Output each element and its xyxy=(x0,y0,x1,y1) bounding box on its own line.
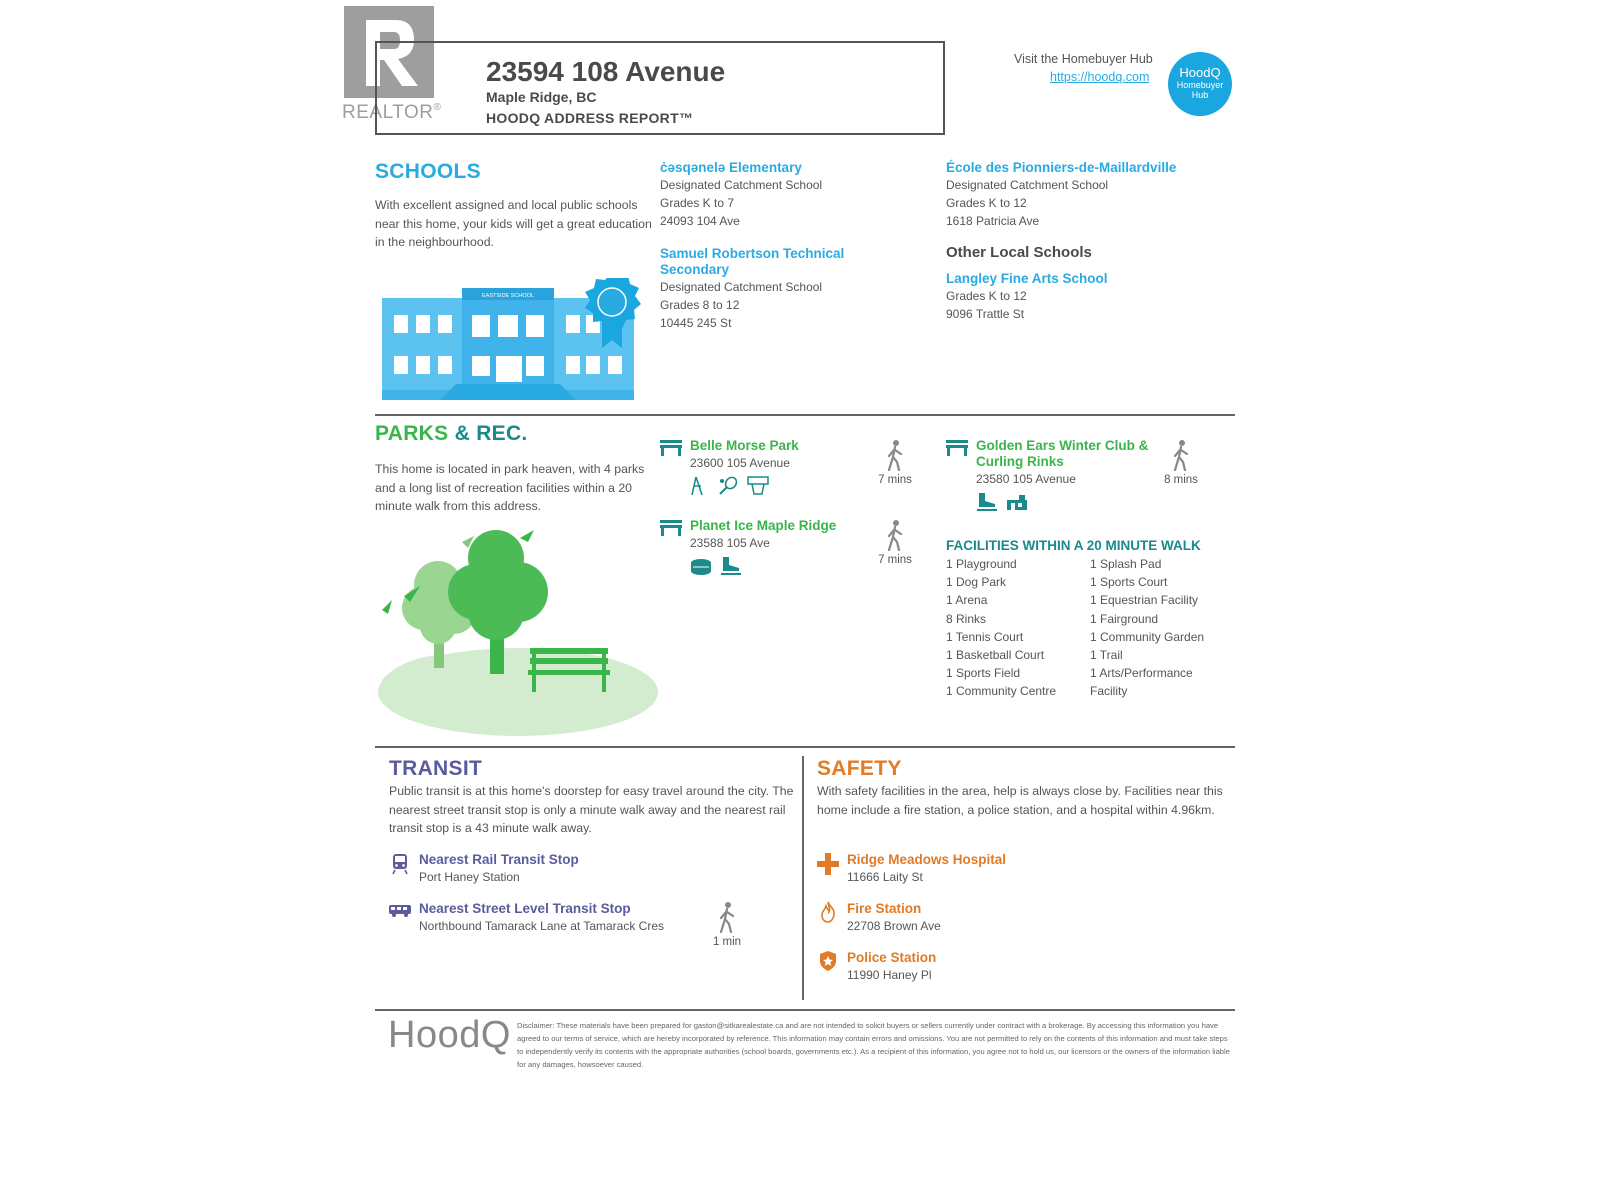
park-name[interactable]: Belle Morse Park xyxy=(690,438,799,453)
facilities-title: FACILITIES WITHIN A 20 MINUTE WALK xyxy=(946,538,1201,553)
parks-description: This home is located in park heaven, with 4 parks and a long list of recreation facilities within a 20 minute walk from this address. xyxy=(375,462,645,513)
safety-title: SAFETY xyxy=(817,757,902,780)
address-city: Maple Ridge, BC xyxy=(486,89,597,105)
facility-item: 1 Arena xyxy=(946,593,988,608)
walk-icon xyxy=(886,440,904,472)
school-address: 10445 245 St xyxy=(660,316,732,330)
facility-item: 1 Splash Pad xyxy=(1090,557,1162,571)
realtor-mark: ® xyxy=(433,102,442,113)
realtor-logo-text: REALTOR xyxy=(342,102,434,123)
school-type: Designated Catchment School xyxy=(660,280,823,294)
train-icon xyxy=(392,853,408,880)
walk-time-text: 7 mins xyxy=(878,554,912,566)
facility-item: 1 Playground xyxy=(946,557,1017,571)
school-address: 24093 104 Ave xyxy=(660,214,740,228)
school-grades: Grades 8 to 12 xyxy=(660,298,740,312)
facility-item: 1 Arts/Performance xyxy=(1090,666,1193,681)
parks-title-b: & REC. xyxy=(454,422,528,445)
safety-address: 22708 Brown Ave xyxy=(847,919,941,933)
other-schools-title: Other Local Schools xyxy=(946,244,1092,261)
park-address: 23580 105 Avenue xyxy=(976,472,1076,486)
hub-badge-line2: Homebuyer xyxy=(1176,80,1224,90)
school-type: Designated Catchment School xyxy=(660,178,823,192)
divider xyxy=(375,1009,1235,1011)
facility-item: 1 Tennis Court xyxy=(946,629,1024,644)
bus-icon xyxy=(389,904,411,923)
rail-stop-label[interactable]: Nearest Rail Transit Stop xyxy=(419,852,579,867)
school-type: Designated Catchment School xyxy=(946,178,1109,192)
parks-title-a: PARKS xyxy=(375,422,449,445)
safety-name[interactable]: Fire Station xyxy=(847,901,922,916)
school-sign-text: EASTSIDE SCHOOL xyxy=(482,293,534,299)
facility-item: 1 Community Centre xyxy=(946,684,1057,699)
school-address: 1618 Patricia Ave xyxy=(946,214,1040,228)
facilities-col1 xyxy=(946,555,1086,701)
police-shield-icon xyxy=(819,950,837,977)
park-address: 23600 105 Avenue xyxy=(690,456,790,470)
hub-link[interactable]: https://hoodq.com xyxy=(1050,70,1150,84)
curling-rink-icon xyxy=(1006,492,1028,517)
facility-item: 1 Equestrian Facility xyxy=(1090,593,1199,608)
school-name[interactable]: ċəsqənelə Elementary xyxy=(660,160,802,175)
facility-item: 1 Fairground xyxy=(1090,611,1159,626)
hub-badge-line1: HoodQ xyxy=(1179,65,1221,80)
bench-icon xyxy=(660,440,682,461)
facilities-col2 xyxy=(1090,555,1240,701)
divider xyxy=(375,414,1235,416)
school-name[interactable]: École des Pionniers-de-Maillardville xyxy=(946,160,1177,175)
hub-text: Visit the Homebuyer Hub xyxy=(1014,52,1153,66)
walk-time-text: 1 min xyxy=(712,936,742,948)
school-item[interactable] xyxy=(660,160,930,230)
transit-description: Public transit is at this home's doorstep for easy travel around the city. The nearest street transit stop is only a minute walk away and the nearest rail transit stop is a 43 minute walk away. xyxy=(389,784,794,835)
safety-name[interactable]: Ridge Meadows Hospital xyxy=(847,852,1007,867)
school-address: 9096 Trattle St xyxy=(946,307,1025,321)
bench-icon xyxy=(660,520,682,541)
school-grades: Grades K to 12 xyxy=(946,289,1027,303)
hub-badge-line3: Hub xyxy=(1191,90,1209,100)
facility-item: 1 Basketball Court xyxy=(946,648,1045,663)
school-grades: Grades K to 12 xyxy=(946,196,1027,210)
transit-safety-divider xyxy=(802,756,804,1000)
park-name[interactable]: Planet Ice Maple Ridge xyxy=(690,518,837,533)
rail-stop-name: Port Haney Station xyxy=(419,870,520,884)
bench-icon xyxy=(946,440,968,461)
skate-icon xyxy=(976,492,998,517)
divider xyxy=(375,746,1235,748)
hoodq-footer-logo: HoodQ xyxy=(388,1014,511,1056)
hoodq-hub-badge[interactable] xyxy=(1168,52,1232,116)
facility-item: Facility xyxy=(1090,684,1128,699)
safety-description: With safety facilities in the area, help is always close by. Facilities near this home include a fire station, a police station, and a hospital within 4.96km. xyxy=(817,784,1223,817)
basketball-icon xyxy=(747,476,769,501)
walk-time xyxy=(870,520,920,566)
schools-description: With excellent assigned and local public schools near this home, your kids will get a great education in the neighbourhood. xyxy=(375,198,652,249)
walk-icon xyxy=(886,520,904,552)
skate-icon xyxy=(720,556,742,581)
parks-title xyxy=(375,422,528,446)
facility-item: 1 Community Garden xyxy=(1090,629,1205,644)
facility-item: 8 Rinks xyxy=(946,611,987,626)
walk-time xyxy=(1156,440,1206,486)
hospital-icon xyxy=(817,853,839,880)
rink-icon xyxy=(690,558,712,581)
walk-time-text: 8 mins xyxy=(1164,474,1198,486)
safety-address: 11990 Haney Pl xyxy=(847,968,932,982)
safety-address: 11666 Laity St xyxy=(847,870,923,884)
schools-title: SCHOOLS xyxy=(375,160,481,183)
disclaimer: Disclaimer: These materials have been prepared for gaston@sitkarealestate.ca and are not intended to solicit buyers or sellers currently under contract with a brokerage. By accessing this information you have agreed to our terms of service, which are hereby incorporated by reference. This information may contain errors and omissions. You are not permitted to rely on the contents of this information and must take steps to independently verify its contents with the appropriate authorities (school boards, governments etc.). As a recipient of this information, you agree not to hold us, our licensors or the owners of the information liable for any damages, howsoever caused. xyxy=(517,1021,1230,1069)
walk-icon xyxy=(718,902,736,934)
walk-icon xyxy=(1172,440,1190,472)
park-name[interactable]: Golden Ears Winter Club & Curling Rinks xyxy=(976,438,1149,469)
walk-time-text: 7 mins xyxy=(878,474,912,486)
other-school-item[interactable] xyxy=(946,271,1246,323)
street-stop-name: Northbound Tamarack Lane at Tamarack Cres xyxy=(419,919,665,933)
transit-title: TRANSIT xyxy=(389,757,483,780)
facility-item: 1 Sports Court xyxy=(1090,575,1168,590)
park-trees-illustration xyxy=(378,530,658,745)
playground-icon xyxy=(690,476,710,501)
walk-time xyxy=(870,440,920,486)
safety-name[interactable]: Police Station xyxy=(847,950,937,965)
facility-item: 1 Dog Park xyxy=(946,575,1007,590)
school-item[interactable] xyxy=(946,160,1246,230)
school-item[interactable] xyxy=(660,246,890,332)
school-name[interactable]: Samuel Robertson Technical Secondary xyxy=(660,246,845,277)
fire-icon xyxy=(820,901,836,928)
tennis-icon xyxy=(718,476,738,501)
facility-item: 1 Sports Field xyxy=(946,666,1021,681)
street-stop-label[interactable]: Nearest Street Level Transit Stop xyxy=(419,901,631,916)
school-building-illustration xyxy=(380,278,650,418)
school-grades: Grades K to 7 xyxy=(660,196,735,210)
walk-time xyxy=(702,902,752,948)
facility-item: 1 Trail xyxy=(1090,648,1123,663)
school-name[interactable]: Langley Fine Arts School xyxy=(946,271,1108,286)
report-title: HOODQ ADDRESS REPORT™ xyxy=(486,110,694,126)
address-title: 23594 108 Avenue xyxy=(486,56,726,87)
park-address: 23588 105 Ave xyxy=(690,536,770,550)
